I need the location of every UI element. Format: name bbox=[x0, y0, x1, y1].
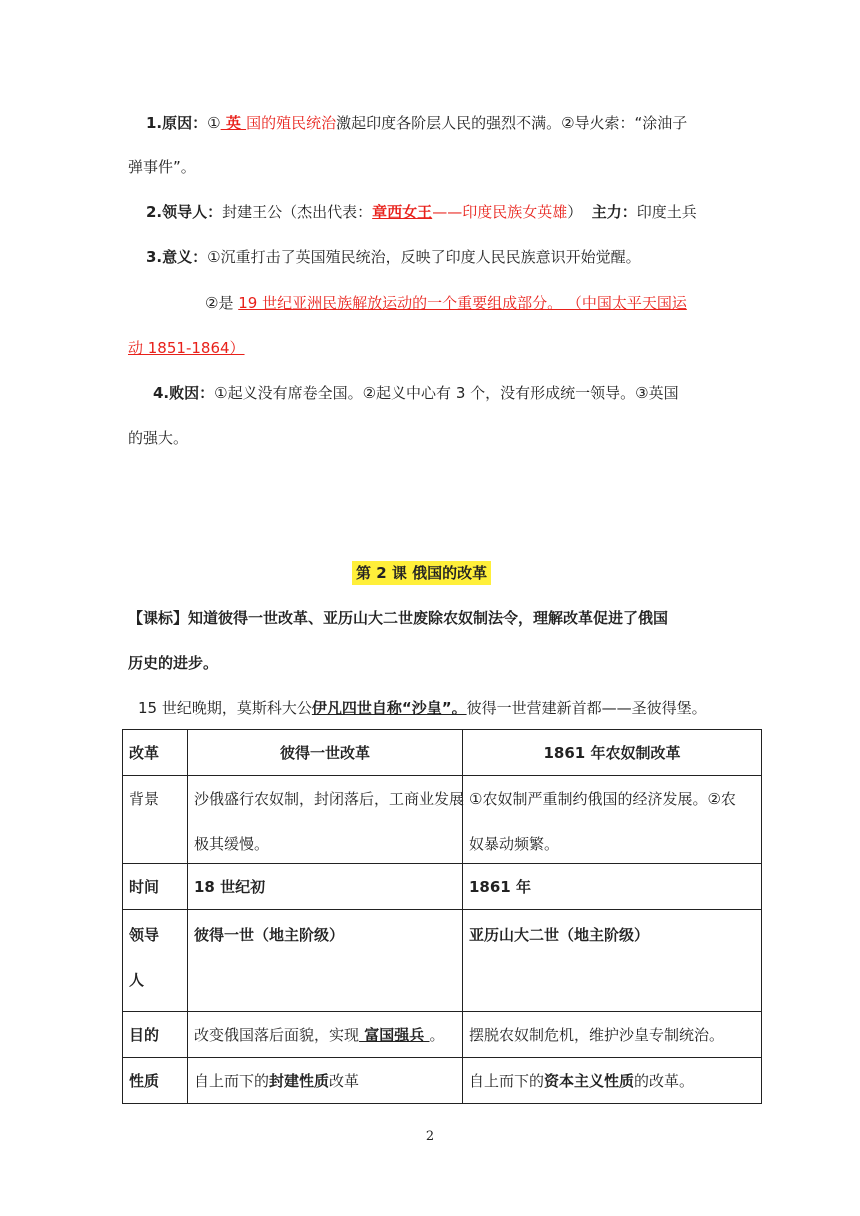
page-number: 2 bbox=[425, 1129, 435, 1144]
highlight-red: 章西女王 bbox=[372, 203, 433, 221]
table-row bbox=[123, 1058, 762, 1104]
table-cell: 摆脱农奴制危机，维护沙皇专制统治。 bbox=[463, 1012, 762, 1058]
paragraph-cause bbox=[146, 112, 687, 134]
paragraph-leader bbox=[146, 201, 697, 223]
item-label: 领导人： bbox=[162, 203, 223, 221]
item-label: 原因： bbox=[162, 114, 208, 132]
cell-text: 改变俄国落后面貌，实现 bbox=[194, 1026, 360, 1044]
highlight-red: 英 bbox=[220, 114, 247, 132]
table-cell bbox=[463, 776, 762, 864]
paragraph-significance bbox=[146, 246, 641, 268]
table-row bbox=[123, 730, 762, 776]
cell-text: 自上而下的 bbox=[469, 1072, 545, 1090]
item-number: 2. bbox=[146, 203, 163, 221]
body-text: 彼得一世营建新首都——圣彼得堡。 bbox=[466, 699, 707, 717]
highlight-red: ——印度民族女英雄 bbox=[432, 203, 568, 221]
curriculum-standard: 【课标】知道彼得一世改革、亚历山大二世废除农奴制法令，理解改革促进了俄国 bbox=[128, 609, 669, 627]
emphasis-text: 富国强兵 bbox=[359, 1026, 430, 1044]
table-cell: 1861 年 bbox=[463, 864, 762, 910]
body-text: 激起印度各阶层人民的强烈不满。②导火索：“涂油子 bbox=[336, 114, 688, 132]
table-row-label bbox=[123, 776, 188, 864]
body-text: ①起义没有席卷全国。②起义中心有 3 个，没有形成统一领导。③英国 bbox=[214, 384, 679, 402]
paragraph-failure-cont: 的强大。 bbox=[128, 429, 189, 447]
highlight-red: 19 世纪亚洲民族解放运动的一个重要组成部分。 （中国太平天国运 bbox=[238, 294, 687, 312]
table-row-label bbox=[123, 910, 188, 1012]
cell-text: 。 bbox=[429, 1026, 445, 1044]
emphasis-text: 封建性质 bbox=[269, 1072, 330, 1090]
item-number: 3. bbox=[146, 248, 163, 266]
item-label: 主力： bbox=[591, 203, 637, 221]
table-header: 改革 bbox=[123, 730, 188, 776]
intro-line bbox=[138, 697, 707, 719]
item-label: 败因： bbox=[169, 384, 215, 402]
table-cell bbox=[188, 1058, 463, 1104]
lesson-title: 第 2 课 俄国的改革 bbox=[352, 561, 491, 585]
table-cell bbox=[188, 1012, 463, 1058]
item-label: 意义： bbox=[162, 248, 208, 266]
table-cell bbox=[463, 910, 762, 1012]
table-row bbox=[123, 776, 762, 864]
cell-text: 彼得一世（地主阶级） bbox=[194, 926, 345, 944]
table-cell: 18 世纪初 bbox=[188, 864, 463, 910]
reform-comparison-table bbox=[122, 729, 762, 1104]
cell-text: ①农奴制严重制约俄国的经济发展。②农 bbox=[469, 790, 736, 808]
table-row-label: 时间 bbox=[123, 864, 188, 910]
table-cell bbox=[188, 910, 463, 1012]
cell-text: 亚历山大二世（地主阶级） bbox=[469, 926, 650, 944]
table-row bbox=[123, 910, 762, 1012]
cell-text: 的改革。 bbox=[634, 1072, 695, 1090]
table-row-label: 目的 bbox=[123, 1012, 188, 1058]
table-row-label: 性质 bbox=[123, 1058, 188, 1104]
curriculum-standard-cont: 历史的进步。 bbox=[128, 654, 219, 672]
cell-text: 沙俄盛行农奴制，封闭落后，工商业发展 bbox=[194, 790, 465, 808]
cell-text: 自上而下的 bbox=[194, 1072, 270, 1090]
cell-text: 极其缓慢。 bbox=[194, 835, 270, 853]
body-text: 15 世纪晚期，莫斯科大公 bbox=[138, 699, 312, 717]
paragraph-significance-3: 动 1851-1864） bbox=[128, 339, 245, 357]
table-cell bbox=[188, 776, 463, 864]
body-text: ①沉重打击了英国殖民统治，反映了印度人民民族意识开始觉醒。 bbox=[207, 248, 641, 266]
cell-text: 人 bbox=[129, 971, 145, 989]
cell-text: 改革 bbox=[329, 1072, 360, 1090]
paragraph-cause-cont: 弹事件”。 bbox=[128, 158, 196, 176]
emphasis-text: 伊凡四世自称“沙皇”。 bbox=[311, 699, 467, 717]
body-text: ②是 bbox=[205, 294, 239, 312]
cell-text: 领导 bbox=[129, 926, 160, 944]
highlight-red: 国的殖民统治 bbox=[246, 114, 337, 132]
body-text: 封建王公（杰出代表： bbox=[222, 203, 373, 221]
item-number: 1. bbox=[146, 114, 163, 132]
table-row bbox=[123, 1012, 762, 1058]
cell-text: 背景 bbox=[129, 790, 160, 808]
table-header: 彼得一世改革 bbox=[188, 730, 463, 776]
emphasis-text: 资本主义性质 bbox=[544, 1072, 635, 1090]
body-text: 印度土兵 bbox=[636, 203, 697, 221]
table-row bbox=[123, 864, 762, 910]
item-number: 4. bbox=[153, 384, 170, 402]
paragraph-failure bbox=[153, 382, 679, 404]
body-text: ） bbox=[567, 203, 583, 221]
circled-marker: ① bbox=[207, 114, 221, 132]
paragraph-significance-2 bbox=[205, 292, 687, 314]
table-cell bbox=[463, 1058, 762, 1104]
cell-text: 奴暴动频繁。 bbox=[469, 835, 560, 853]
table-header: 1861 年农奴制改革 bbox=[463, 730, 762, 776]
